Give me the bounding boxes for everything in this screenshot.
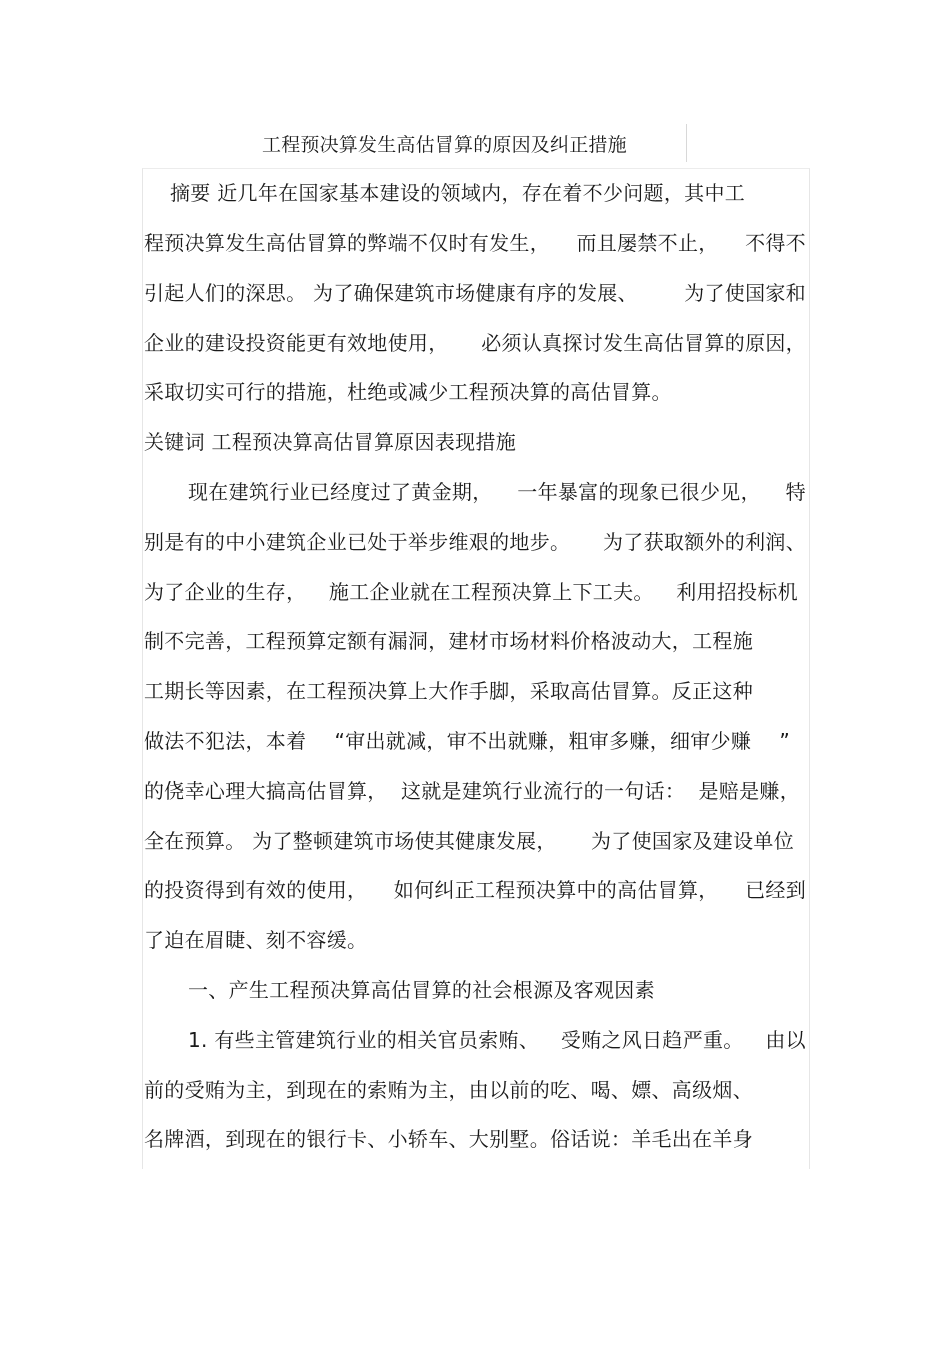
text-run: 一年暴富的现象已很少见， (517, 480, 761, 504)
abstract-line-4 (144, 330, 806, 356)
text-run: 程预决算发生高估冒算的弊端不仅时有发生， (144, 231, 550, 255)
para1-line-1 (188, 479, 806, 505)
text-run: 引起人们的深思。 为了确保建筑市场健康有序的发展、 (144, 281, 638, 305)
text-run: 特 (785, 480, 806, 504)
para1-line-10: 了迫在眉睫、刻不容缓。 (144, 928, 368, 952)
keywords-line: 关键词 工程预决算高估冒算原因表现措施 (144, 430, 517, 454)
text-run: 已经到 (745, 878, 806, 902)
text-run: 必须认真探讨发生高估冒算的原因， (481, 331, 806, 355)
text-run: 的侥幸心理大搞高估冒算， (144, 779, 388, 803)
text-run: 全在预算。 为了整顿建筑市场使其健康发展， (144, 829, 557, 853)
text-run: 现在建筑行业已经度过了黄金期， (188, 480, 493, 504)
text-run: 的投资得到有效的使用， (144, 878, 368, 902)
abstract-line-2 (144, 230, 806, 256)
text-run: 如何纠正工程预决算中的高估冒算， (393, 878, 719, 902)
text-run: 为了使国家及建设单位 (591, 829, 794, 853)
item1-line-3: 名牌酒，到现在的银行卡、小轿车、大别墅。俗话说：羊毛出在羊身 (144, 1127, 753, 1151)
para1-line-8 (144, 828, 794, 854)
title-frame (262, 124, 687, 162)
text-run: 做法不犯法，本着 (144, 729, 307, 753)
section-heading: 一、产生工程预决算高估冒算的社会根源及客观因素 (188, 978, 655, 1002)
text-run: 企业的建设投资能更有效地使用， (144, 331, 449, 355)
abstract-line-5: 采取切实可行的措施，杜绝或减少工程预决算的高估冒算。 (144, 380, 672, 404)
para1-line-9 (144, 877, 806, 903)
text-run: 这就是建筑行业流行的一句话： (400, 779, 686, 803)
text-run: 不得不 (745, 231, 806, 255)
abstract-line-1: 摘要 近几年在国家基本建设的领域内，存在着不少问题，其中工 (170, 181, 746, 205)
text-run: 1. 有些主管建筑行业的相关官员索贿、 (188, 1028, 540, 1052)
text-run: 受贿之风日趋严重。 (560, 1028, 744, 1052)
text-frame (142, 168, 810, 1169)
item1-line-2: 前的受贿为主，到现在的索贿为主，由以前的吃、喝、嫖、高级烟、 (144, 1078, 753, 1102)
text-run: 别是有的中小建筑企业已处于举步维艰的地步。 (144, 530, 571, 554)
text-run: 由以 (765, 1028, 806, 1052)
text-run: 而且屡禁不止， (576, 231, 719, 255)
para1-line-5: 工期长等因素，在工程预决算上大作手脚，采取高估冒算。反正这种 (144, 679, 753, 703)
text-run: ” (779, 729, 790, 753)
text-run: 为了企业的生存， (144, 580, 307, 604)
para1-line-6 (144, 728, 790, 754)
para1-line-7 (144, 778, 800, 804)
text-run: 是赔是赚， (698, 779, 800, 803)
text-run: 利用招投标机 (676, 580, 798, 604)
document-title: 工程预决算发生高估冒算的原因及纠正措施 (262, 134, 627, 156)
text-run: “审出就减，审不出就赚，粗审多赚，细审少赚 (334, 729, 752, 753)
text-run: 为了使国家和 (684, 281, 806, 305)
para1-line-2 (144, 529, 806, 555)
para1-line-4: 制不完善，工程预算定额有漏洞，建材市场材料价格波动大，工程施 (144, 629, 753, 653)
para1-line-3 (144, 579, 798, 605)
text-run: 施工企业就在工程预决算上下工夫。 (328, 580, 654, 604)
item1-line-1 (188, 1027, 806, 1053)
text-run: 为了获取额外的利润、 (603, 530, 806, 554)
abstract-line-3 (144, 280, 806, 306)
